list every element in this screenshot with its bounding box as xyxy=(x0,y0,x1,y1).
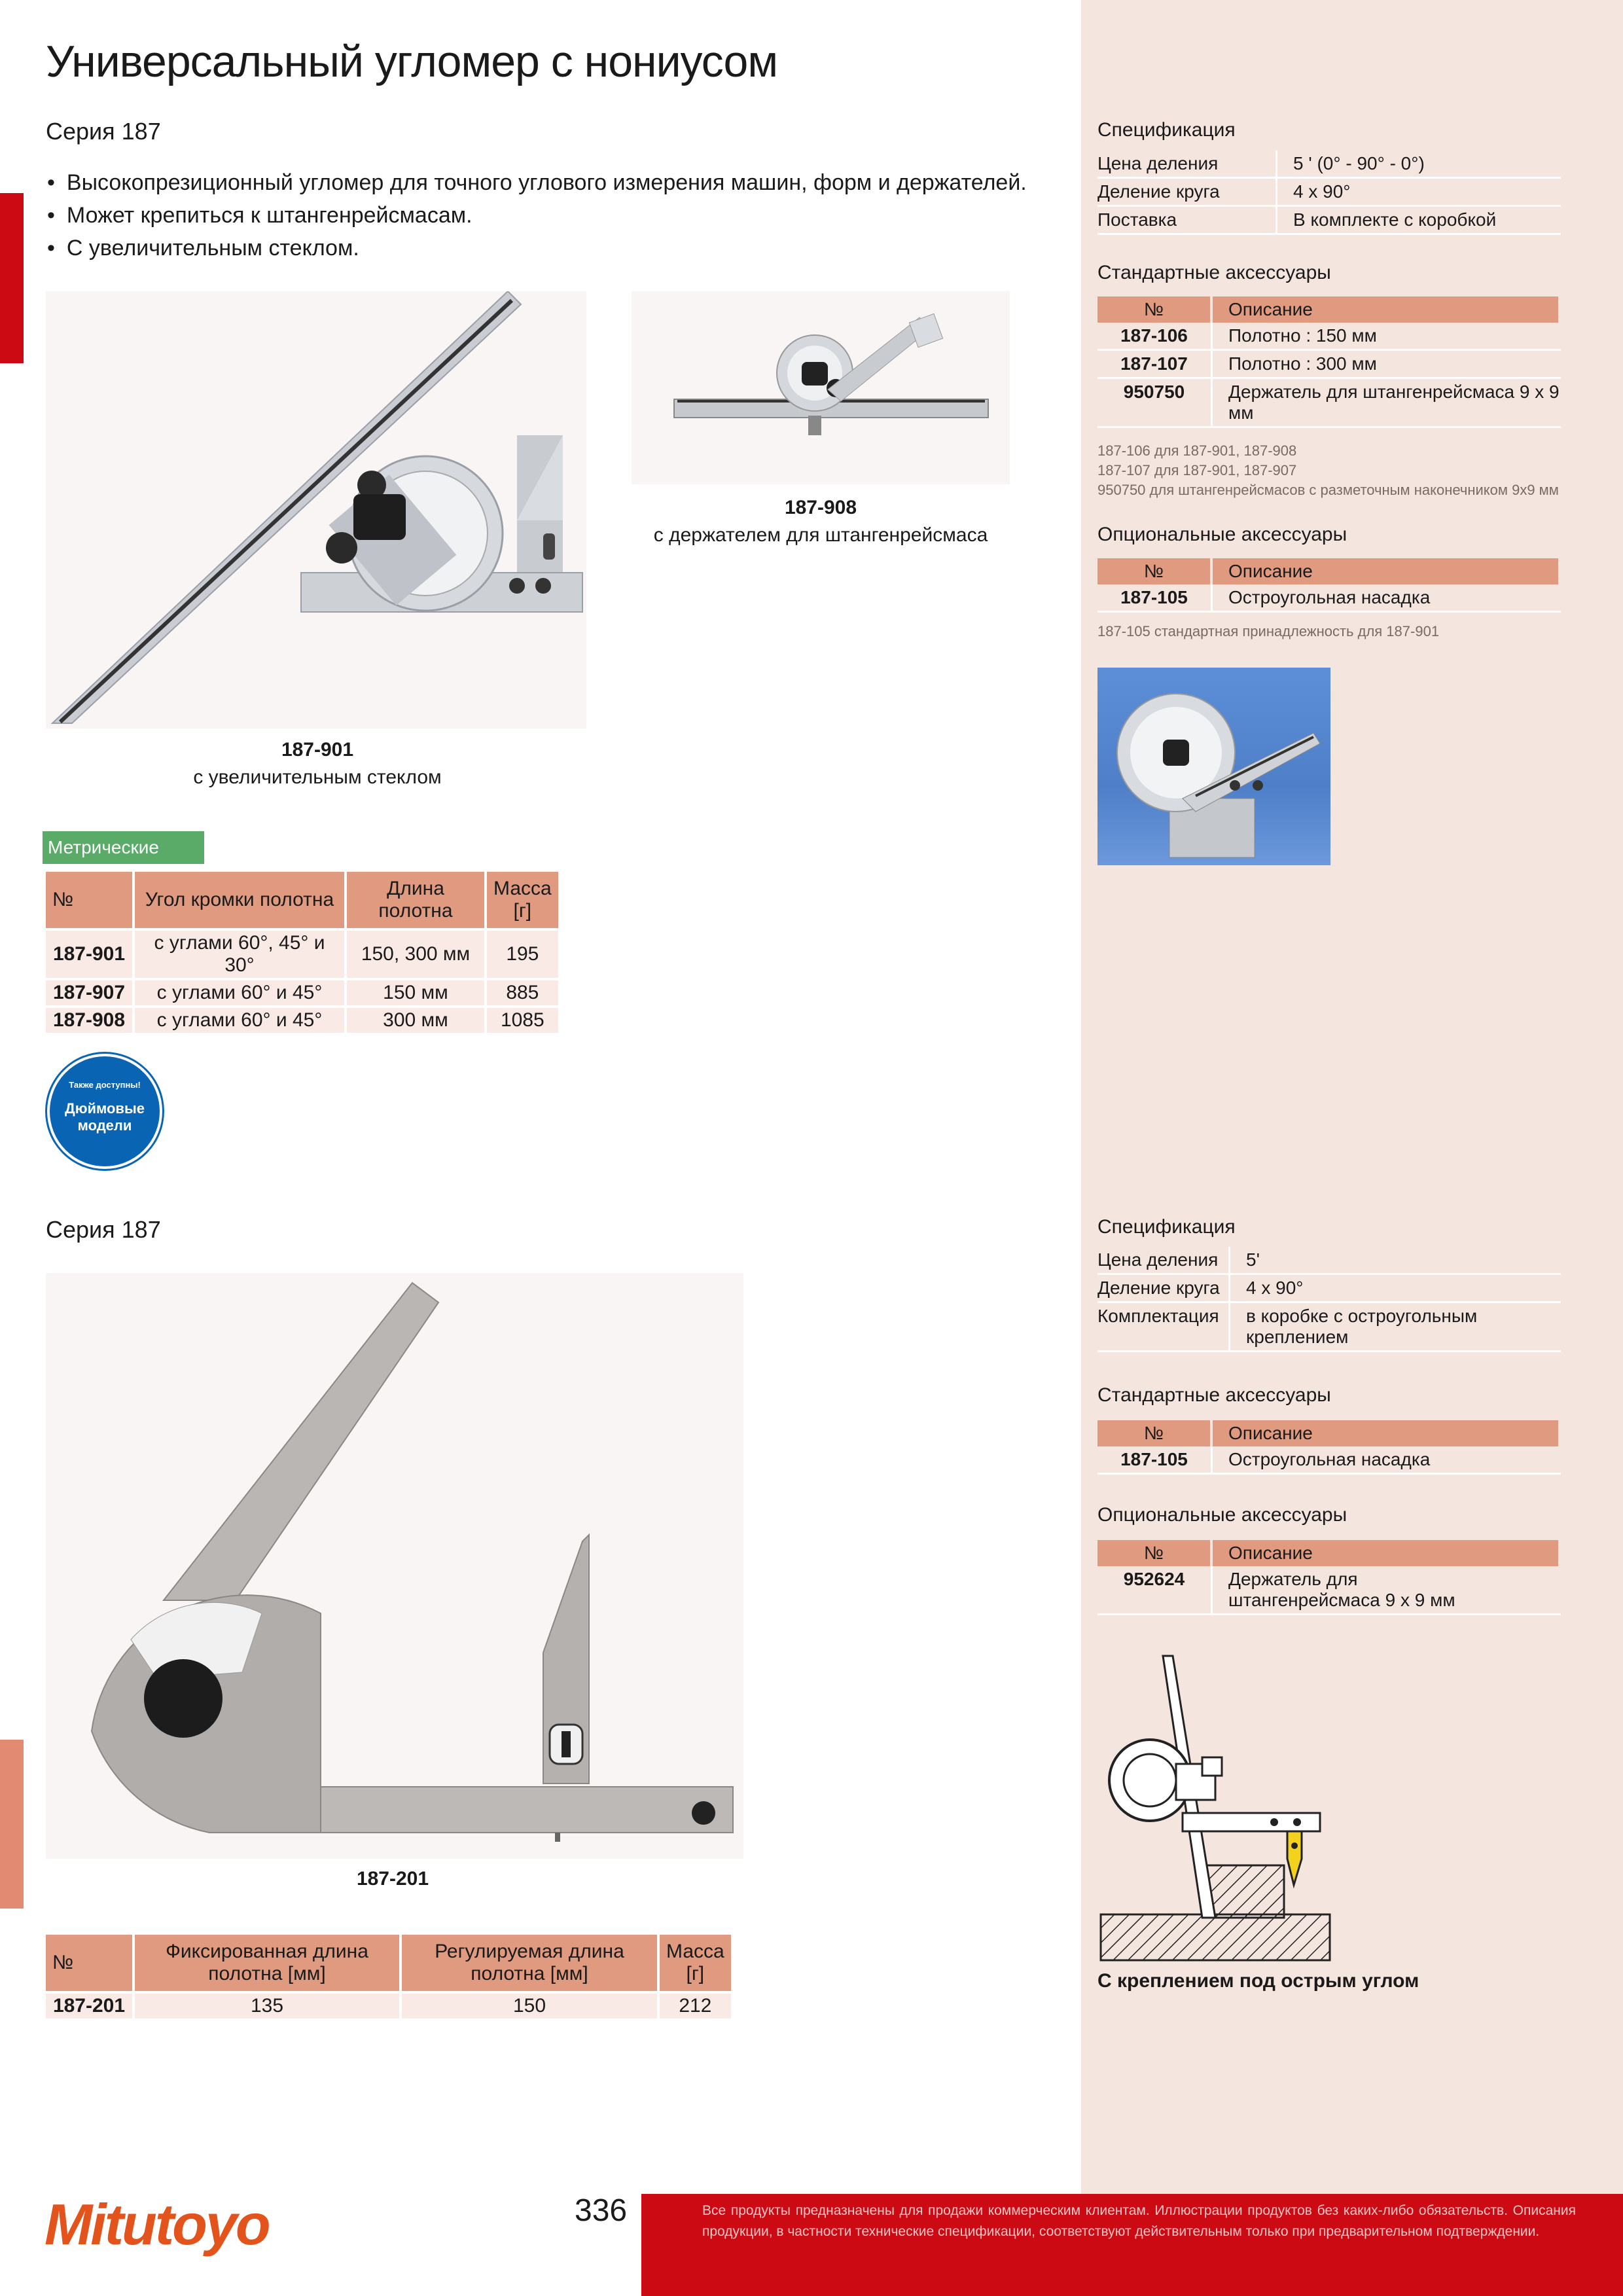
column-header-mass: Масса [г] xyxy=(660,1935,731,1991)
table-row xyxy=(1097,1446,1561,1475)
image-caption-187-201: 187-201 xyxy=(356,1868,429,1890)
spec-value: 5' xyxy=(1230,1247,1561,1275)
spec-value: В комплекте с коробкой xyxy=(1277,207,1561,235)
spec-row xyxy=(1097,207,1561,235)
opt-acc-title: Опциональные аксессуары xyxy=(1097,1504,1347,1526)
product-code: 187-901 xyxy=(281,739,354,761)
spec-key: Цена деления xyxy=(1097,151,1277,179)
spec-title: Спецификация xyxy=(1097,119,1236,141)
badge-line: модели xyxy=(77,1117,132,1134)
image-caption-187-908 xyxy=(632,494,1010,549)
table-cell: 187-901 xyxy=(46,931,132,978)
spec-row xyxy=(1097,179,1561,207)
table-cell: 187-201 xyxy=(46,1994,132,2018)
acc-code: 187-105 xyxy=(1097,584,1213,613)
feature-list xyxy=(47,166,1027,264)
column-header-number: № xyxy=(1097,296,1213,323)
table-cell: с углами 60°, 45° и 30° xyxy=(135,931,344,978)
accessory-photo xyxy=(1097,668,1330,865)
column-header-number: № xyxy=(1097,558,1213,584)
spec-value: 5 ' (0° - 90° - 0°) xyxy=(1277,151,1561,179)
table-header-row xyxy=(46,1935,731,1991)
feature-item: • Высокопрезиционный угломер для точного углового измерения машин, форм и держателей. xyxy=(47,166,1027,199)
note-line: 187-106 для 187-901, 187-908 xyxy=(1097,442,1297,459)
table-header-row xyxy=(1097,296,1561,323)
note-line: 950750 для штангенрейсмасов с разметочным наконечником 9x9 мм xyxy=(1097,482,1559,498)
table-header-row xyxy=(1097,558,1561,584)
table-row xyxy=(1097,1566,1561,1615)
std-acc-table xyxy=(1097,296,1561,428)
series-heading: Серия 187 xyxy=(46,1216,161,1243)
table-cell: 885 xyxy=(487,980,558,1005)
footer-disclaimer: Все продукты предназначены для продажи коммерческим клиентам. Иллюстрации продуктов без каких-либо обязательств. Описания продукции, в частности технические спецификации, соответствуют действительным только при предварительном подтверждении. xyxy=(702,2203,1576,2239)
table-cell: 150 мм xyxy=(347,980,484,1005)
page-number: 336 xyxy=(575,2193,628,2228)
badge-line: Также доступны! xyxy=(69,1080,141,1090)
badge-line: Дюймовые xyxy=(65,1100,145,1117)
section-marker-red xyxy=(0,193,24,363)
table-cell: 195 xyxy=(487,931,558,978)
spec-value: 4 x 90° xyxy=(1230,1275,1561,1303)
spec-key: Комплектация xyxy=(1097,1303,1230,1352)
table-cell: 187-907 xyxy=(46,980,132,1005)
column-header-adjustable-length: Регулируемая длина полотна [мм] xyxy=(402,1935,657,1991)
acute-angle-drawing xyxy=(1097,1649,1333,1964)
spec-row xyxy=(1097,151,1561,179)
spec-key: Деление круга xyxy=(1097,1275,1230,1303)
table-row xyxy=(46,931,558,978)
table-row xyxy=(46,1008,558,1033)
table-cell: 212 xyxy=(660,1994,731,2018)
spec-table xyxy=(1097,1247,1561,1352)
mitutoyo-logo: Mitutoyo xyxy=(45,2192,269,2257)
acc-description: Остроугольная насадка xyxy=(1213,1446,1561,1475)
feature-item: • Может крепиться к штангенрейсмасам. xyxy=(47,199,1027,232)
section-marker-salmon xyxy=(0,1740,24,1909)
spec-key: Поставка xyxy=(1097,207,1277,235)
page-title: Универсальный угломер с нониусом xyxy=(46,37,778,86)
acc-code: 187-106 xyxy=(1097,323,1213,351)
column-header-mass: Масса [г] xyxy=(487,872,558,928)
note-line: 187-107 для 187-901, 187-907 xyxy=(1097,462,1297,478)
spec-title: Спецификация xyxy=(1097,1216,1236,1238)
table-cell: 150 xyxy=(402,1994,657,2018)
column-header-description: Описание xyxy=(1213,558,1561,584)
drawing-caption: С креплением под острым углом xyxy=(1097,1970,1419,1992)
opt-acc-table xyxy=(1097,558,1561,613)
acc-description: Полотно : 150 мм xyxy=(1213,323,1561,351)
product-photo-187-201 xyxy=(46,1273,743,1859)
table-cell: с углами 60° и 45° xyxy=(135,980,344,1005)
image-caption-187-901 xyxy=(170,736,465,791)
spec-value: 4 x 90° xyxy=(1277,179,1561,207)
opt-acc-title: Опциональные аксессуары xyxy=(1097,524,1347,545)
acc-code: 952624 xyxy=(1097,1566,1213,1615)
feature-item: • С увеличительным стеклом. xyxy=(47,232,1027,264)
table-cell: 1085 xyxy=(487,1008,558,1033)
spec-row xyxy=(1097,1275,1561,1303)
std-acc-table xyxy=(1097,1420,1561,1475)
table-cell: 187-908 xyxy=(46,1008,132,1033)
acc-code: 950750 xyxy=(1097,379,1213,428)
table-row xyxy=(1097,379,1561,428)
spec-value: в коробке с остроугольным креплением xyxy=(1230,1303,1561,1352)
column-header-description: Описание xyxy=(1213,296,1561,323)
table-row xyxy=(46,1994,731,2018)
std-acc-title: Стандартные аксессуары xyxy=(1097,262,1331,283)
acc-description: Полотно : 300 мм xyxy=(1213,351,1561,379)
column-header-number: № xyxy=(46,872,132,928)
table-row xyxy=(1097,323,1561,351)
table-cell: 150, 300 мм xyxy=(347,931,484,978)
table-row xyxy=(46,980,558,1005)
opt-acc-table xyxy=(1097,1540,1561,1615)
acc-description: Остроугольная насадка xyxy=(1213,584,1561,613)
opt-acc-note: 187-105 стандартная принадлежность для 187-901 xyxy=(1097,623,1440,639)
column-header-number: № xyxy=(46,1935,132,1991)
table-header-row xyxy=(1097,1420,1561,1446)
acc-code: 187-105 xyxy=(1097,1446,1213,1475)
product-photo-187-908 xyxy=(632,291,1010,484)
column-header-number: № xyxy=(1097,1420,1213,1446)
spec-key: Цена деления xyxy=(1097,1247,1230,1275)
column-header-length: Длина полотна xyxy=(347,872,484,928)
spec-table xyxy=(1097,151,1561,235)
product-description: с увеличительным стеклом xyxy=(193,766,442,788)
inch-models-badge xyxy=(47,1054,162,1169)
table-header-row xyxy=(46,872,558,928)
acc-code: 187-107 xyxy=(1097,351,1213,379)
table-cell: с углами 60° и 45° xyxy=(135,1008,344,1033)
table-row xyxy=(1097,351,1561,379)
acc-description: Держатель для штангенрейсмаса 9 x 9 мм xyxy=(1213,1566,1561,1615)
table-header-row xyxy=(1097,1540,1561,1566)
column-header-number: № xyxy=(1097,1540,1213,1566)
product-photo-187-901 xyxy=(46,291,586,728)
std-acc-notes xyxy=(1097,441,1569,500)
series-heading: Серия 187 xyxy=(46,118,161,145)
product-description: с держателем для штангенрейсмаса xyxy=(653,524,988,546)
spec-row xyxy=(1097,1247,1561,1275)
column-header-fixed-length: Фиксированная длина полотна [мм] xyxy=(135,1935,399,1991)
metric-label: Метрические xyxy=(43,831,204,864)
table-cell: 300 мм xyxy=(347,1008,484,1033)
metric-table xyxy=(43,869,561,1035)
model-table-187-201 xyxy=(43,1932,734,2021)
column-header-description: Описание xyxy=(1213,1540,1561,1566)
spec-key: Деление круга xyxy=(1097,179,1277,207)
table-row xyxy=(1097,584,1561,613)
table-cell: 135 xyxy=(135,1994,399,2018)
column-header-angle: Угол кромки полотна xyxy=(135,872,344,928)
column-header-description: Описание xyxy=(1213,1420,1561,1446)
spec-row xyxy=(1097,1303,1561,1352)
std-acc-title: Стандартные аксессуары xyxy=(1097,1384,1331,1406)
acc-description: Держатель для штангенрейсмаса 9 x 9 мм xyxy=(1213,379,1561,428)
product-code: 187-908 xyxy=(784,497,857,518)
